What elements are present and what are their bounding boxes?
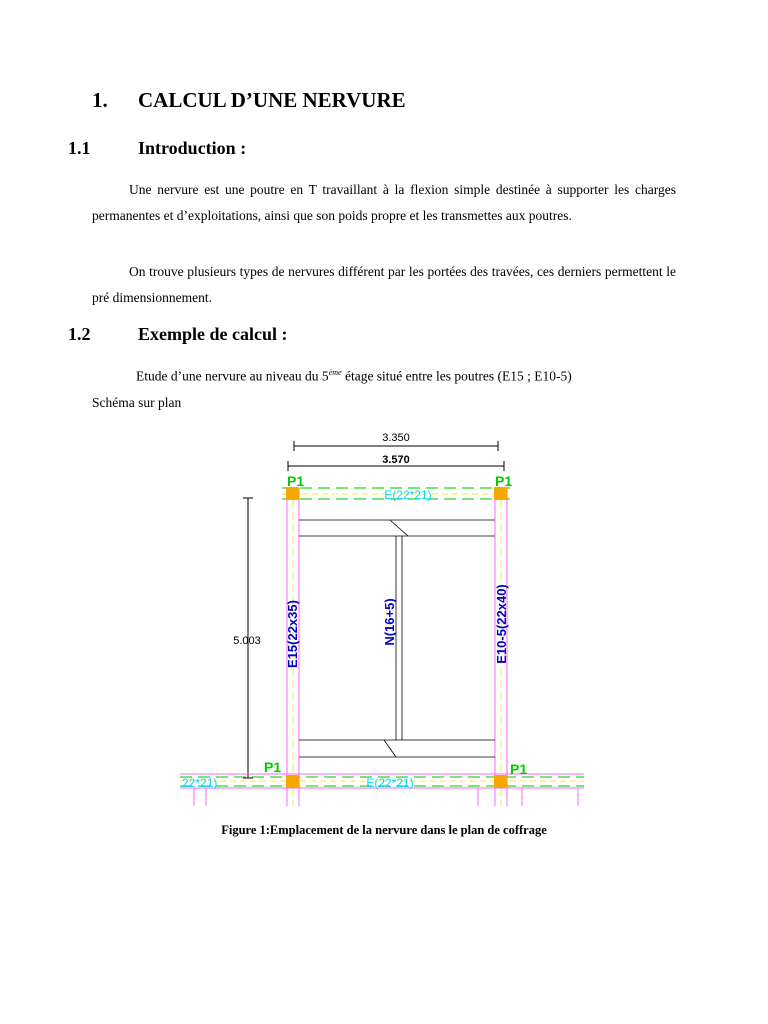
- study-sentence-superscript: ème: [328, 368, 342, 377]
- intro-paragraph-2: On trouve plusieurs types de nervures différent par les portées des travées, ces derniers permettent le pré dimensionnement.: [92, 264, 676, 305]
- column-label-top-left: P1: [287, 473, 305, 489]
- column-label-top-right: P1: [495, 473, 513, 489]
- intro-paragraph-1: Une nervure est une poutre en T travaillant à la flexion simple destinée à supporter les charges permanentes et d’exploitations, ainsi que son poids propre et les transmettes aux poutres.: [92, 182, 676, 223]
- section-1-1-number: 1.1: [68, 138, 91, 158]
- figure-caption: Figure 1:Emplacement de la nervure dans le plan de coffrage: [221, 823, 547, 837]
- section-1-title: CALCUL D’UNE NERVURE: [138, 88, 406, 112]
- schema-label: Schéma sur plan: [92, 395, 182, 410]
- beam-label-e10-5: E10-5(22x40): [494, 584, 509, 664]
- study-sentence-end: étage situé entre les poutres (E15 ; E10-5): [341, 368, 572, 384]
- section-1-number: 1.: [92, 88, 108, 112]
- section-1-1-title: Introduction :: [138, 138, 247, 158]
- column-label-bottom-right: P1: [510, 761, 528, 777]
- beam-label-bottom: E(22*21): [366, 776, 414, 790]
- rib-label: N(16+5): [382, 598, 397, 646]
- beam-label-top: E(22*21): [384, 488, 432, 502]
- column-bottom-right: [494, 775, 507, 788]
- section-1-2-title: Exemple de calcul :: [138, 324, 288, 344]
- column-label-bottom-left: P1: [264, 759, 282, 775]
- beam-label-e15: E15(22x35): [285, 600, 300, 668]
- column-bottom-left: [286, 775, 299, 788]
- study-sentence-start: Etude d’une nervure au niveau du 5: [136, 368, 329, 384]
- dim-top-outer: 3.570: [382, 454, 410, 466]
- section-1-2-number: 1.2: [68, 324, 91, 344]
- dim-top-inner: 3.350: [382, 432, 410, 444]
- dim-left: 5.003: [233, 635, 261, 647]
- beam-label-left-stub: 22*21): [182, 776, 218, 790]
- rib-panel-lines: [299, 520, 495, 757]
